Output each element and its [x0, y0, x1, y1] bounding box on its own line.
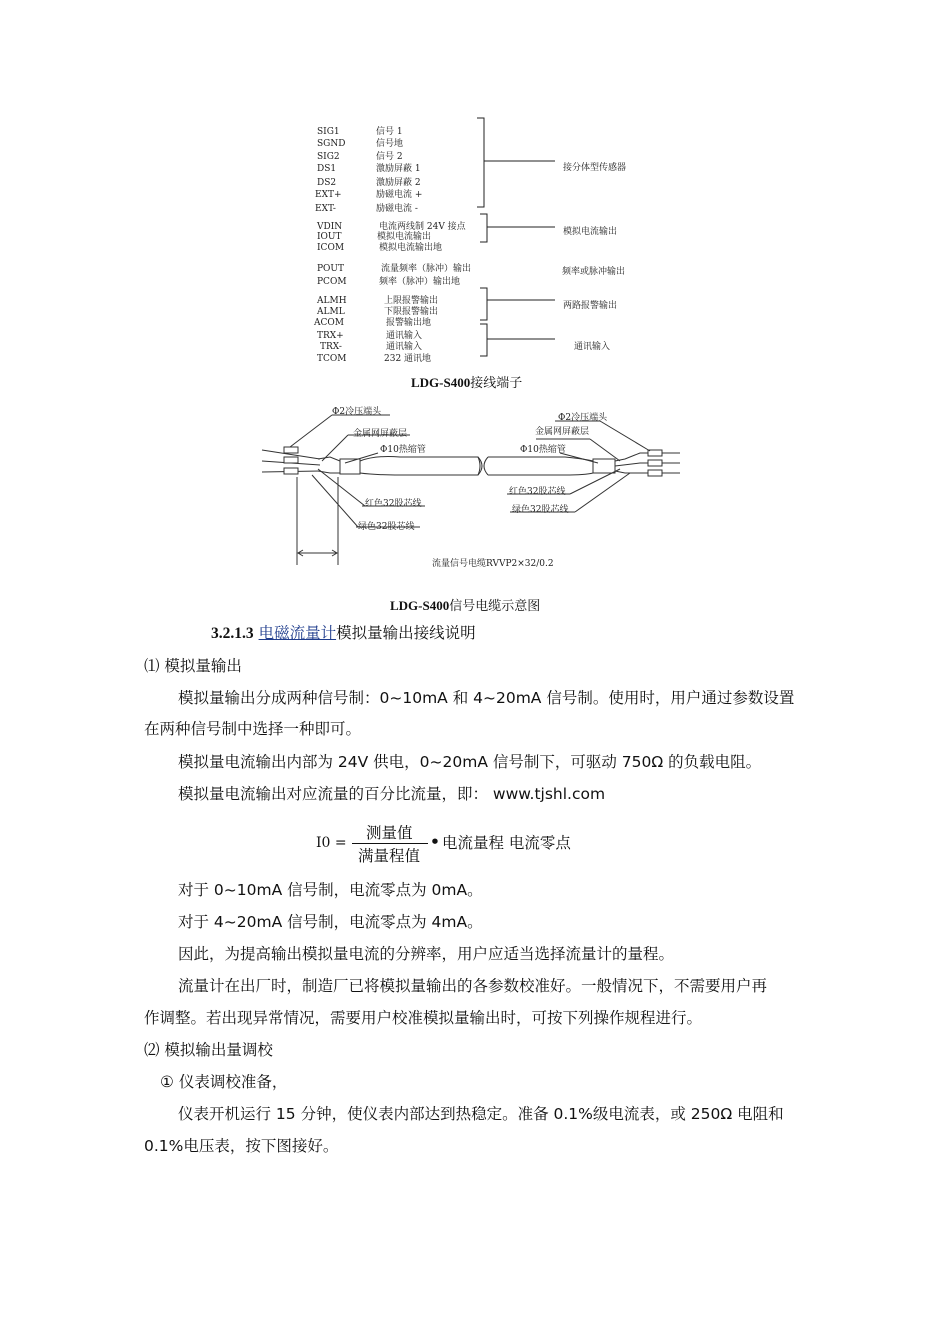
cable-label: Φ2冷压端头: [558, 413, 608, 423]
terminal-code: ACOM: [314, 318, 344, 328]
cable-label: 绿色32股芯线: [358, 522, 415, 532]
formula-lhs: I0 =: [316, 835, 347, 851]
terminal-description: 信号 2: [376, 152, 403, 162]
terminal-description: 流量频率（脉冲）输出: [381, 264, 472, 274]
section-number: 3.2.1.3: [211, 625, 254, 642]
cable-label: Φ10热缩管: [380, 445, 426, 455]
cable-drawing: [0, 395, 950, 580]
group-label: 模拟电流输出: [563, 227, 618, 237]
terminal-code: TCOM: [317, 354, 347, 364]
terminal-code: DS1: [317, 164, 337, 174]
subheading-2: ⑵ 模拟输出量调校: [144, 1041, 273, 1059]
paragraph-line: 0.1%电压表，按下图接好。: [144, 1137, 339, 1155]
section-heading: [211, 623, 476, 644]
group-label: 频率或脉冲输出: [562, 267, 626, 277]
terminal-code: TRX-: [320, 342, 342, 352]
terminal-caption-text: 接线端子: [470, 376, 523, 391]
paragraph-line: 模拟量电流输出对应流量的百分比流量，即： www.tjshl.com: [178, 785, 606, 803]
cable-label: 红色32股芯线: [509, 487, 566, 497]
cable-label: Φ2冷压端头: [332, 407, 382, 417]
group-label: 两路报警输出: [563, 301, 618, 311]
formula-numerator: 测量值: [366, 824, 413, 842]
terminal-code: ALMH: [317, 296, 347, 306]
cable-label: 红色32股芯线: [365, 499, 422, 509]
cable-caption-model: LDG-S400: [390, 598, 450, 613]
terminal-description: 信号地: [376, 139, 404, 149]
formula-dot: •: [430, 833, 440, 851]
terminal-description: 激励屏蔽 2: [376, 178, 421, 188]
paragraph-line: 流量计在出厂时，制造厂已将模拟量输出的各参数校准好。一般情况下，不需要用户再: [178, 977, 768, 995]
terminal-code: VDIN: [317, 222, 343, 232]
paragraph-line: 作调整。若出现异常情况，需要用户校准模拟量输出时，可按下列操作规程进行。: [144, 1009, 703, 1027]
formula-denominator: 满量程值: [358, 847, 421, 865]
terminal-description: 通讯输入: [386, 331, 423, 341]
terminal-description: 模拟电流输出地: [379, 243, 443, 253]
terminal-code: TRX+: [317, 331, 344, 341]
cable-caption-text: 信号电缆示意图: [449, 599, 541, 614]
terminal-description: 下限报警输出: [384, 307, 439, 317]
section-title: 模拟量输出接线说明: [336, 624, 476, 642]
paragraph-line: 因此，为提高输出模拟量电流的分辨率，用户应适当选择流量计的量程。: [178, 945, 675, 963]
terminal-description: 模拟电流输出: [377, 232, 432, 242]
terminal-code: IOUT: [317, 232, 342, 242]
terminal-description: 励磁电流 -: [376, 204, 418, 214]
terminal-caption-model: LDG-S400: [411, 375, 471, 390]
cable-caption: [390, 595, 540, 614]
terminal-description: 信号 1: [376, 127, 403, 137]
paragraph-line: 模拟量电流输出内部为 24V 供电，0~20mA 信号制下，可驱动 750Ω 的负载电阻。: [178, 753, 762, 771]
paragraph-line: 对于 0~10mA 信号制，电流零点为 0mA。: [178, 881, 483, 899]
terminal-description: 报警输出地: [386, 318, 432, 328]
paragraph-line: 对于 4~20mA 信号制，电流零点为 4mA。: [178, 913, 483, 931]
terminal-description: 电流两线制 24V 接点: [379, 222, 466, 232]
terminal-description: 励磁电流 +: [376, 190, 423, 200]
cable-spec: 流量信号电缆RVVP2×32/0.2: [432, 559, 554, 569]
terminal-description: 上限报警输出: [384, 296, 439, 306]
terminal-code: SIG1: [317, 127, 340, 137]
section-link[interactable]: 电磁流量计: [258, 624, 337, 642]
terminal-description: 激励屏蔽 1: [376, 164, 421, 174]
cable-label: Φ10热缩管: [520, 445, 566, 455]
terminal-code: EXT-: [315, 204, 336, 214]
subheading-3: ① 仪表调校准备，: [160, 1073, 288, 1091]
subheading-1: ⑴ 模拟量输出: [144, 657, 242, 675]
formula-rhs: 电流量程 电流零点: [442, 834, 571, 852]
cable-label: 金属网屏蔽层: [353, 429, 408, 439]
terminal-brackets: [0, 0, 950, 380]
terminal-description: 通讯输入: [386, 342, 423, 352]
group-label: 接分体型传感器: [563, 163, 627, 173]
terminal-code: PCOM: [317, 277, 347, 287]
paragraph-line: 仪表开机运行 15 分钟，使仪表内部达到热稳定。准备 0.1%级电流表，或 250Ω 电阻和: [178, 1105, 784, 1123]
group-label: 通讯输入: [574, 342, 611, 352]
terminal-code: SGND: [317, 139, 346, 149]
paragraph-line: 在两种信号制中选择一种即可。: [144, 720, 362, 738]
fraction-bar: [352, 843, 428, 844]
terminal-code: SIG2: [317, 152, 340, 162]
paragraph-line: 模拟量输出分成两种信号制：0~10mA 和 4~20mA 信号制。使用时，用户通过参数设置: [178, 689, 795, 707]
terminal-code: EXT+: [315, 190, 342, 200]
terminal-code: DS2: [317, 178, 337, 188]
terminal-description: 232 通讯地: [384, 354, 432, 364]
terminal-description: 频率（脉冲）输出地: [379, 277, 461, 287]
terminal-code: ICOM: [317, 243, 345, 253]
terminal-caption: [411, 372, 522, 391]
cable-label: 金属网屏蔽层: [535, 427, 590, 437]
cable-label: 绿色32股芯线: [512, 505, 569, 515]
terminal-code: ALML: [317, 307, 345, 317]
terminal-code: POUT: [317, 264, 345, 274]
